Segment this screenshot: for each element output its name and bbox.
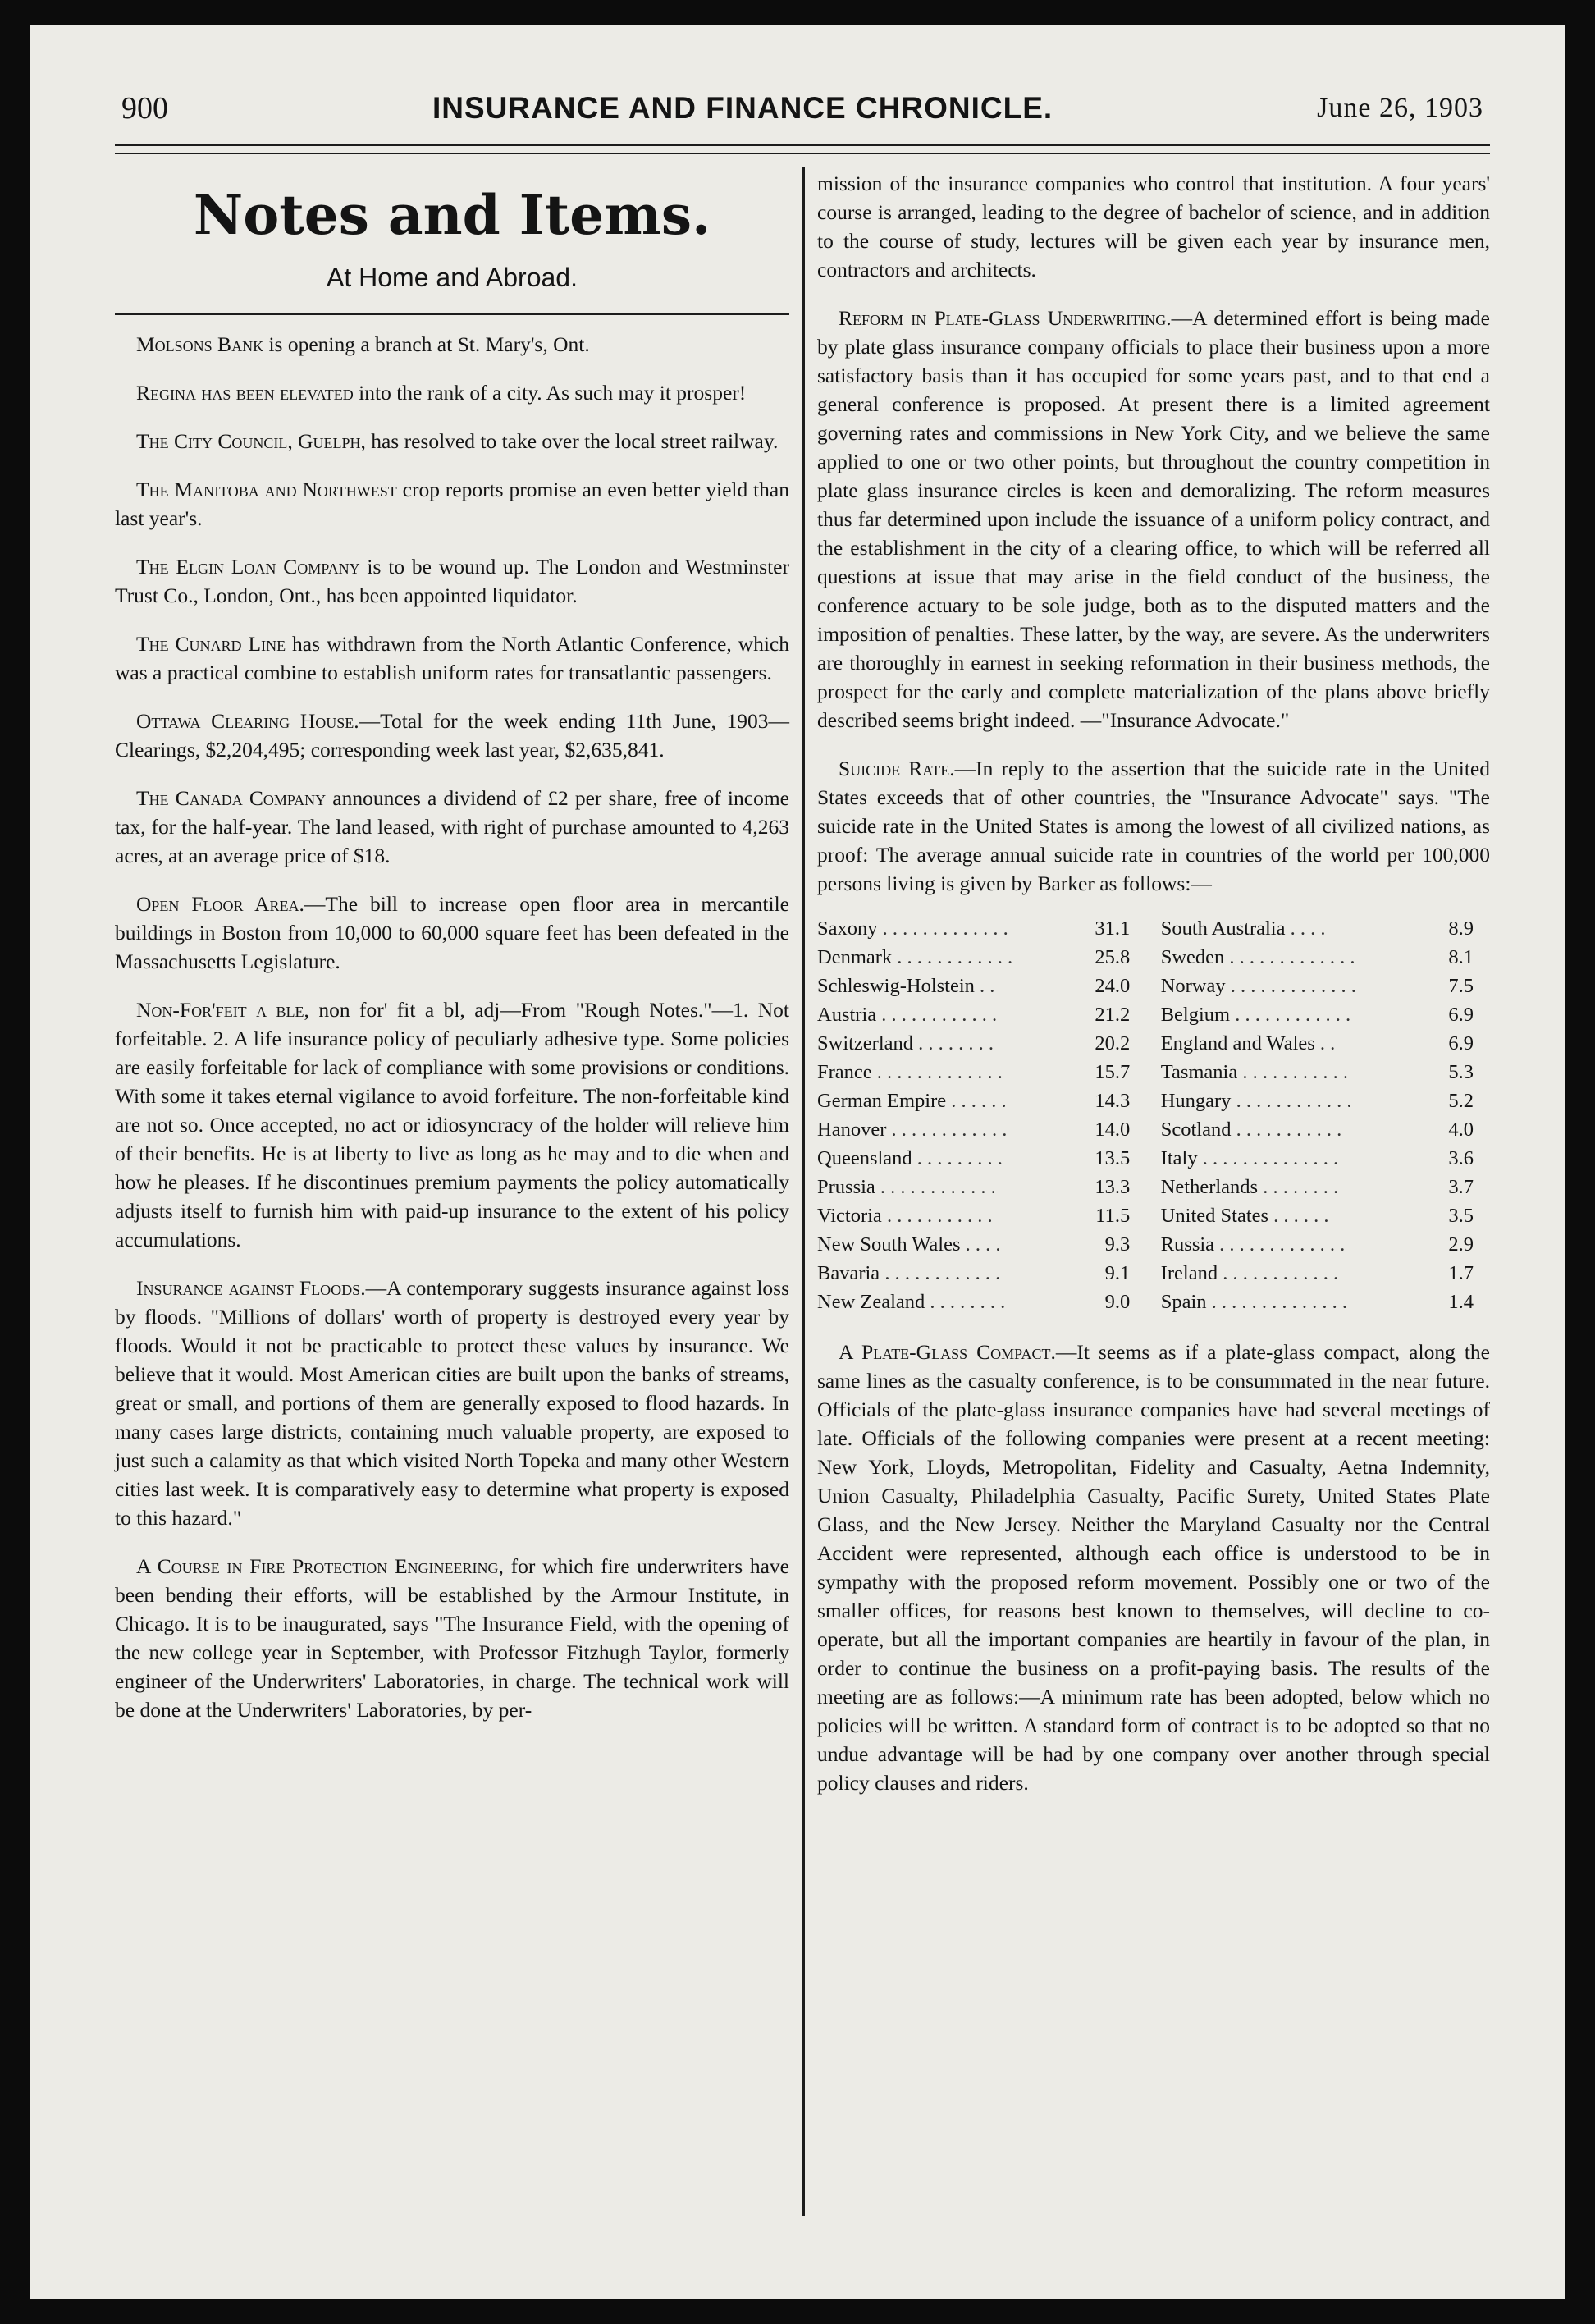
- country-name: [817, 1230, 1061, 1259]
- rate-value-text: 31.1: [1095, 917, 1131, 940]
- country-name: [1161, 1230, 1405, 1259]
- country-name-text: England and Wales: [1160, 1032, 1315, 1054]
- item-text: —A determined effort is being made by plate glass insurance company officials to place their business upon a more satisfactory basis than it has occupied for some years past, and to that end a general conference is proposed. At present there is a limited agreement governing rates and commissions in New York City, and we believe the same applied to one or two other points, but throughout the country competition in plate glass insurance circles is keen and demoralizing. The reform measures thus far determined upon include the issuance of a uniform policy contract, and the establishment in the city of a clearing office, to which will be referred all questions at issue that may arise in the field conduct of the business, the conference actuary to be sole judge, both as to the disputed matters and the imposition of penalties. These latter, by the way, are severe. As the underwriters are thoroughly in earnest in seeking reformation in their business methods, the prospect for the early and complete materialization of the plans above briefly described seems bright indeed. —"Insurance Advocate.": [817, 306, 1490, 732]
- leader-dots: . . . . . . . . . . . .: [875, 1176, 996, 1198]
- item-lead: Molsons Bank: [136, 332, 264, 356]
- column-gap: [1146, 972, 1160, 1000]
- country-name-text: German Empire: [817, 1090, 947, 1112]
- rate-value: [1404, 1288, 1490, 1316]
- country-name-text: Russia: [1160, 1233, 1215, 1256]
- table-row: [817, 1029, 1490, 1058]
- country-name-text: Queensland: [817, 1147, 912, 1169]
- rate-value-text: 21.2: [1095, 1004, 1131, 1026]
- rate-value-text: 24.0: [1095, 975, 1131, 997]
- rate-value: [1404, 1058, 1490, 1087]
- rate-value-text: 11.5: [1095, 1205, 1131, 1227]
- leader-dots: . .: [1314, 1032, 1336, 1054]
- leader-dots: . . . .: [1285, 917, 1326, 940]
- item-lead: Regina has been elevated: [136, 381, 354, 405]
- column-rule: [802, 167, 805, 2216]
- item-text: is to be wound up. The London and Westminster Trust Co., London, Ont., has been appointed liquidator.: [115, 555, 789, 607]
- item-text: —The bill to increase open floor area in mercantile buildings in Boston from 10,000 to 60,000 square feet has been defeated in the Massachusetts Legislature.: [115, 892, 790, 973]
- leader-dots: . . . . . . . . . . . .: [886, 1119, 1008, 1141]
- leader-dots: . . . . . . . .: [913, 1032, 994, 1054]
- left-item: [115, 427, 789, 455]
- table-row: [817, 943, 1490, 972]
- issue-date: June 26, 1903: [1317, 93, 1483, 123]
- country-name: [1161, 1173, 1405, 1201]
- rate-value-text: 13.3: [1095, 1176, 1131, 1198]
- right-items: [817, 169, 1490, 898]
- left-item: [115, 552, 789, 610]
- column-gap: [1146, 1201, 1160, 1230]
- country-name-text: Tasmania: [1160, 1061, 1238, 1083]
- rate-value-text: 3.5: [1448, 1205, 1474, 1227]
- country-name: [1161, 1201, 1405, 1230]
- table-row: [817, 1173, 1490, 1201]
- country-name: [1161, 972, 1405, 1000]
- country-name-text: Bavaria: [817, 1262, 880, 1284]
- rate-value-text: 5.3: [1448, 1061, 1474, 1083]
- leader-dots: . . . . . . . . . . . . . .: [1197, 1147, 1339, 1169]
- country-name: [1161, 1259, 1405, 1288]
- item-lead: Open Floor Area.: [136, 892, 304, 916]
- column-gap: [1146, 1288, 1160, 1316]
- table-row: [817, 1288, 1490, 1316]
- rate-value: [1061, 1087, 1147, 1115]
- country-name: [1161, 1144, 1405, 1173]
- leader-dots: . . . . . . . . . . . . .: [1225, 975, 1356, 997]
- compact-paragraph: [817, 1338, 1490, 1797]
- country-name-text: Netherlands: [1160, 1176, 1259, 1198]
- rate-value-text: 14.0: [1095, 1119, 1131, 1141]
- item-lead: The Canada Company: [136, 786, 327, 810]
- table-row: [817, 914, 1490, 943]
- country-name: [817, 1288, 1061, 1316]
- rate-value: [1061, 1000, 1147, 1029]
- rate-value-text: 20.2: [1095, 1032, 1131, 1054]
- rate-value: [1404, 914, 1490, 943]
- table-row: [817, 1058, 1490, 1087]
- rate-value-text: 1.7: [1448, 1262, 1474, 1284]
- country-name: [817, 1029, 1061, 1058]
- country-name: [817, 1201, 1061, 1230]
- item-text: non for' fit a bl, adj—From "Rough Notes."—1. Not forfeitable. 2. A life insurance policy of peculiarly adhesive type. Some policies are easily forfeitable for lack of compliance with some provisions or conditions. With some it takes eternal vigilance to avoid forfeiture. The non-forfeitable kind are not so. Once accepted, no act or idiosyncracy of the holder will relieve him of their benefits. He is at liberty to live as long as he may and to die when and how he pleases. If he discontinues premium payments the policy automatically adjusts itself to furnish him with paid-up insurance to the extent of his policy accumulations.: [115, 998, 789, 1251]
- rate-value: [1404, 972, 1490, 1000]
- left-item: [115, 784, 789, 870]
- rate-value-text: 6.9: [1448, 1032, 1474, 1054]
- rate-value-text: 9.1: [1104, 1262, 1131, 1284]
- item-text: into the rank of a city. As such may it prosper!: [353, 381, 747, 405]
- country-name-text: Scotland: [1160, 1119, 1232, 1141]
- left-item: [115, 890, 789, 976]
- rate-value: [1061, 1115, 1147, 1144]
- table-row: [817, 1144, 1490, 1173]
- rate-value: [1404, 1259, 1490, 1288]
- rate-value-text: 25.8: [1095, 946, 1131, 968]
- rate-value-text: 9.0: [1104, 1291, 1131, 1313]
- country-name: [1161, 1029, 1405, 1058]
- leader-dots: . . . . . . . . . . . . .: [1214, 1233, 1346, 1256]
- rate-value-text: 1.4: [1448, 1291, 1474, 1313]
- left-item: [115, 707, 789, 764]
- rate-value: [1061, 1029, 1147, 1058]
- left-item: [115, 629, 789, 687]
- rate-value: [1061, 943, 1147, 972]
- table-row: [817, 1000, 1490, 1029]
- rate-value: [1404, 1029, 1490, 1058]
- column-gap: [1146, 1230, 1160, 1259]
- rate-value: [1061, 1058, 1147, 1087]
- rate-value-text: 4.0: [1448, 1119, 1474, 1141]
- rate-value: [1404, 1087, 1490, 1115]
- country-name-text: Norway: [1160, 975, 1226, 997]
- column-gap: [1146, 1259, 1160, 1288]
- rate-value: [1061, 1230, 1147, 1259]
- item-text: —A contemporary suggests insurance against loss by floods. "Millions of dollars' worth of property is destroyed every year by floods. Would it not be practicable to protect these values by insurance. We believe that it would. Most American cities are built upon the banks of streams, great or small, and portions of them are generally exposed to flood hazards. In many cases large districts, containing much valuable property, are exposed to just such a calamity as that which visited North Topeka and many other Western cities last week. It is comparatively easy to determine what property is exposed to this hazard.": [115, 1276, 790, 1530]
- right-item: [817, 169, 1490, 284]
- rate-value-text: 6.9: [1448, 1004, 1474, 1026]
- rate-value: [1061, 1144, 1147, 1173]
- country-name-text: New Zealand: [817, 1291, 925, 1313]
- item-text: announces a dividend of £2 per share, free of income tax, for the half-year. The land leased, with right of purchase amounted to 4,263 acres, at an average price of $18.: [115, 786, 789, 867]
- column-gap: [1146, 914, 1160, 943]
- table-row: [817, 1259, 1490, 1288]
- country-name-text: South Australia: [1160, 917, 1286, 940]
- compact-text: —It seems as if a plate-glass compact, along the same lines as the casualty conference, is to be consummated in the near future. Officials of the plate-glass insurance companies have had several meetings of late. Officials of the following companies were present at a recent meeting: New York, Lloyds, Metropolitan, Fidelity and Casualty, Aetna Indemnity, Union Casualty, Philadelphia Casualty, Pacific Surety, United States Plate Glass, and the New Jersey. Neither the Maryland Casualty nor the Central Accident were represented, although each office is understood to be in sympathy with the proposed reform movement. Possibly one or two of the smaller offices, for reasons best known to themselves, will decline to co-operate, but all the important companies are heartily in favour of the plan, in order to continue the business on a profit-paying basis. The results of the meeting are as follows:—A minimum rate has been adopted, below which no policies will be written. A standard form of contract is to be adopted so that no undue advantage will be had by one company over another through special policy clauses and riders.: [817, 1340, 1490, 1795]
- rate-value-text: 8.9: [1448, 917, 1474, 940]
- rate-value: [1404, 1201, 1490, 1230]
- country-name-text: Schleswig-Holstein: [817, 975, 975, 997]
- leader-dots: . . . . . . . . . . . . .: [877, 917, 1008, 940]
- item-text: —Total for the week ending 11th June, 1903—Clearings, $2,204,495; corresponding week last year, $2,635,841.: [115, 709, 789, 762]
- right-item: [817, 754, 1490, 898]
- country-name-text: Belgium: [1160, 1004, 1231, 1026]
- country-name: [1161, 1288, 1405, 1316]
- right-column: [817, 169, 1490, 1817]
- table-row: [817, 1201, 1490, 1230]
- header-rule-lower: [115, 153, 1490, 154]
- country-name-text: Denmark: [817, 946, 893, 968]
- section-title: Notes and Items.: [193, 183, 711, 247]
- country-name: [1161, 914, 1405, 943]
- rate-value: [1404, 943, 1490, 972]
- item-text: for which fire underwriters have been bending their efforts, will be established by the Armour Institute, in Chicago. It is to be inaugurated, says "The Insurance Field, with the opening of the new college year in September, with Professor Fitzhugh Taylor, formerly engineer of the Underwriters' Laboratories, in charge. The technical work will be done at the Underwriters' Laboratories, by per-: [115, 1554, 789, 1722]
- table-row: [817, 1087, 1490, 1115]
- left-column: [115, 169, 789, 1744]
- rate-value: [1404, 1000, 1490, 1029]
- country-name: [817, 1144, 1061, 1173]
- left-item: [115, 330, 789, 359]
- country-name-text: Hungary: [1160, 1090, 1232, 1112]
- leader-dots: . . . . . . . . . . .: [1237, 1061, 1348, 1083]
- column-gap: [1146, 1087, 1160, 1115]
- section-subtitle: At Home and Abroad.: [327, 263, 578, 292]
- right-item: [817, 304, 1490, 734]
- country-name: [817, 1173, 1061, 1201]
- item-text: has withdrawn from the North Atlantic Conference, which was a practical combine to establish uniform rates for transatlantic passengers.: [115, 632, 789, 684]
- leader-dots: . . . .: [960, 1233, 1001, 1256]
- country-name-text: Sweden: [1160, 946, 1225, 968]
- country-name: [817, 1000, 1061, 1029]
- table-row: [817, 972, 1490, 1000]
- column-gap: [1146, 943, 1160, 972]
- country-name: [817, 914, 1061, 943]
- rate-value-text: 8.1: [1448, 946, 1474, 968]
- leader-dots: . . . . . . . . . . . . .: [871, 1061, 1003, 1083]
- rate-value: [1404, 1144, 1490, 1173]
- country-name: [817, 972, 1061, 1000]
- leader-dots: . . . . . . . . . . . .: [1218, 1262, 1339, 1284]
- compact-lead: A Plate-Glass Compact.: [839, 1340, 1056, 1364]
- left-item: [115, 1552, 789, 1724]
- country-name-text: Hanover: [817, 1119, 887, 1141]
- item-lead: The Elgin Loan Company: [136, 555, 360, 579]
- rate-value-text: 9.3: [1104, 1233, 1131, 1256]
- rate-value-text: 14.3: [1095, 1090, 1131, 1112]
- country-name: [1161, 1000, 1405, 1029]
- country-name: [1161, 1087, 1405, 1115]
- column-gap: [1146, 1000, 1160, 1029]
- leader-dots: . .: [974, 975, 995, 997]
- item-text: —In reply to the assertion that the suicide rate in the United States exceeds that of other countries, the "Insurance Advocate" says. "The suicide rate in the United States is among the lowest of all civilized nations, as proof: The average annual suicide rate in countries of the world per 100,000 persons living is given by Barker as follows:—: [817, 757, 1490, 895]
- page-number: 900: [121, 91, 168, 126]
- item-lead: The Cunard Line: [136, 632, 286, 656]
- column-gap: [1146, 1029, 1160, 1058]
- rate-value: [1061, 1173, 1147, 1201]
- rate-value-text: 3.7: [1448, 1176, 1474, 1198]
- suicide-rate-table: [817, 914, 1490, 1316]
- rate-value: [1404, 1115, 1490, 1144]
- column-gap: [1146, 1144, 1160, 1173]
- left-item: [115, 475, 789, 533]
- rate-value: [1061, 1201, 1147, 1230]
- item-text: is opening a branch at St. Mary's, Ont.: [263, 332, 590, 356]
- header-rule: [115, 144, 1490, 146]
- leader-dots: . . . . . . . . . . .: [1231, 1119, 1342, 1141]
- column-gap: [1146, 1115, 1160, 1144]
- rate-value-text: 15.7: [1095, 1061, 1131, 1083]
- newspaper-page: [30, 25, 1565, 2299]
- leader-dots: . . . . . . . . . . . . . .: [1206, 1291, 1348, 1313]
- leader-dots: . . . . . . . . . . . .: [880, 1262, 1001, 1284]
- country-name-text: United States: [1160, 1205, 1269, 1227]
- leader-dots: . . . . . . . . . . . .: [876, 1004, 998, 1026]
- left-items: [115, 330, 789, 1724]
- left-item: [115, 378, 789, 407]
- section-rule: [115, 313, 789, 315]
- rate-value-text: 2.9: [1448, 1233, 1474, 1256]
- rate-value: [1404, 1173, 1490, 1201]
- leader-dots: . . . . . . . . . . . .: [1230, 1004, 1351, 1026]
- country-name: [1161, 1058, 1405, 1087]
- leader-dots: . . . . . . . .: [1258, 1176, 1339, 1198]
- rate-value: [1404, 1230, 1490, 1259]
- leader-dots: . . . . . .: [1268, 1205, 1329, 1227]
- leader-dots: . . . . . . . . . . .: [881, 1205, 993, 1227]
- table-row: [817, 1115, 1490, 1144]
- country-name-text: Victoria: [817, 1205, 882, 1227]
- item-lead: A Course in Fire Protection Engineering,: [136, 1554, 504, 1578]
- left-item: [115, 995, 789, 1254]
- running-header: [121, 79, 1483, 138]
- country-name: [817, 1259, 1061, 1288]
- country-name: [1161, 943, 1405, 972]
- leader-dots: . . . . . . . . . . . . .: [1224, 946, 1355, 968]
- country-name-text: Austria: [817, 1004, 877, 1026]
- country-name-text: Saxony: [817, 917, 878, 940]
- column-gap: [1146, 1058, 1160, 1087]
- rate-value-text: 3.6: [1448, 1147, 1474, 1169]
- country-name-text: Spain: [1160, 1291, 1207, 1313]
- rate-value-text: 13.5: [1095, 1147, 1131, 1169]
- left-item: [115, 1274, 789, 1532]
- item-lead: The Manitoba and Northwest: [136, 478, 397, 501]
- rate-value-text: 7.5: [1448, 975, 1474, 997]
- country-name-text: Italy: [1160, 1147, 1198, 1169]
- rate-value: [1061, 914, 1147, 943]
- leader-dots: . . . . . .: [946, 1090, 1007, 1112]
- rate-value-text: 5.2: [1448, 1090, 1474, 1112]
- leader-dots: . . . . . . . . . . . .: [892, 946, 1013, 968]
- country-name: [817, 943, 1061, 972]
- item-text: has resolved to take over the local street railway.: [365, 429, 779, 453]
- item-lead: The City Council, Guelph,: [136, 429, 366, 453]
- journal-title: INSURANCE AND FINANCE CHRONICLE.: [432, 91, 1053, 125]
- country-name: [817, 1058, 1061, 1087]
- table-row: [817, 1230, 1490, 1259]
- rate-value: [1061, 1259, 1147, 1288]
- country-name-text: New South Wales: [817, 1233, 961, 1256]
- country-name: [1161, 1115, 1405, 1144]
- country-name: [817, 1115, 1061, 1144]
- item-text: crop reports promise an even better yield than last year's.: [115, 478, 789, 530]
- country-name-text: Prussia: [817, 1176, 875, 1198]
- country-name-text: France: [817, 1061, 872, 1083]
- country-name-text: Ireland: [1160, 1262, 1218, 1284]
- column-gap: [1146, 1173, 1160, 1201]
- leader-dots: . . . . . . . .: [925, 1291, 1006, 1313]
- item-lead: Non-For'feit a ble,: [136, 998, 309, 1022]
- leader-dots: . . . . . . . . . . . .: [1231, 1090, 1352, 1112]
- leader-dots: . . . . . . . . .: [912, 1147, 1003, 1169]
- item-lead: Suicide Rate.: [839, 757, 955, 780]
- country-name-text: Switzerland: [817, 1032, 914, 1054]
- item-text: mission of the insurance companies who control that institution. A four years' course is arranged, leading to the degree of bachelor of science, and in addition to the course of study, lectures will be given each year by insurance men, contractors and architects.: [817, 172, 1490, 281]
- rate-value: [1061, 1288, 1147, 1316]
- rate-value: [1061, 972, 1147, 1000]
- item-lead: Ottawa Clearing House.: [136, 709, 359, 733]
- item-lead: Insurance against Floods.: [136, 1276, 366, 1300]
- item-lead: Reform in Plate-Glass Underwriting.: [839, 306, 1172, 330]
- country-name: [817, 1087, 1061, 1115]
